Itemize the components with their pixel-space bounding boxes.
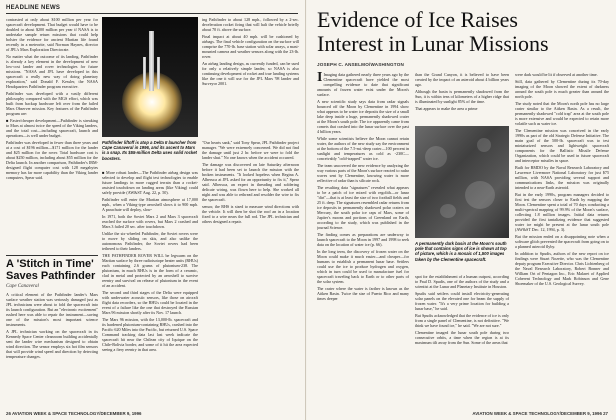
paragraph: The team uncovered the new evidence by analyzing the way various parts of the Moon's surface reacted to radar waves sent by Clementine, knowing water is more reflective of radar than is silicate rock. bbox=[317, 163, 409, 183]
paragraph: Pathfinder will enter the Martian atmosphere at 17,000 mph., when a Viking-type aeroshell slows it to 900 mph. A parachute will deploy, slow- bbox=[102, 197, 198, 212]
paragraph: "Our hearts sank," said Tony Spear, JPL Pathfinder project manager. "We were extremely concerned. We did not find the damage until just 2 hr. before we were to fold the lander shut." No one knows when the accident occurred. bbox=[202, 140, 299, 160]
paragraph: The finding comes as preparations are underway to launch spacecraft to the Moon in 1997 and 1998 to seek data on the location of water ice (p. 66). bbox=[317, 232, 409, 247]
paragraph: The second and third stages of the Delta were equipped with underwater acoustic sensors, like those on aircraft flight data recorders, so the RHUs could be located in the event of a failure like the one that destroyed the Russian Mars 96 mission shortly after its Nov. 17 launch. bbox=[102, 290, 198, 315]
paragraph: But in the early 1990s, program managers decided to first test the sensors closer to Earth by mapping the Moon. Clementine spent a total of 70 days conducting a multi-spectral mapping of 99.9% of the Moon's surface, collecting 1.8 million images. Initial data returns provided the first tantalizing evidence that suggested water ice might be present at the lunar south pole (AW&ST Dec. 12, 1994, p. 3). bbox=[515, 192, 609, 232]
section-rule bbox=[6, 255, 98, 256]
left-col2-mid bbox=[102, 170, 198, 400]
paragraph: The Mars 96 mission, with the 13,000-lb. spacecraft and its hardened plutonium-containing RHUs, crashed into the Pacific 620 Miles into the Pacific, but returned U.S. Space Command tracking data last last week indicate the spacecraft hit near the Chilean city of Iquique on the Chile-Bolivia border, and some of it hit the area expected seeing a fiery reentry in that area. bbox=[102, 317, 198, 352]
paragraph: But the mission ended on a disappointing note when a software glitch prevented the spacecraft from going on to a planned asteroid flyby. bbox=[515, 234, 609, 249]
crater bbox=[425, 146, 447, 168]
headline-line2: Interest in Lunar Missions bbox=[317, 31, 549, 56]
paragraph bbox=[317, 72, 409, 97]
paragraph: In addition to Spudis, authors of the new report on ice findings were Stuart Nozette, who was the Clementine deputy program Executive Director. Chris Lichtenberg of the Naval Research Laboratory, Robert Bonner and William Ort of Pentagon Inc., Eric Malaret of Applied Coherent Technology and Mark Robinson and Gene Shoemaker of the U.S. Geological Survey. bbox=[515, 251, 609, 286]
crater bbox=[440, 204, 456, 218]
section-headline-line2: Saves Pathfinder bbox=[6, 270, 96, 282]
paragraph: THE PATHFINDER ROVER WILL be legwarm on the Martian surface by three radioisotope heater units (RHUs) each containing 2.6 grams of plutonium-238. The plutonium, in much RHUs is in the form of a ceramic, clad in metal and protected by an aeroshell to survive reentry and survival on release of plutonium in the event of an accident. bbox=[102, 253, 198, 288]
paragraph: A new scientific study says data from radar signals bounced off the Moon by Clementine in 1994 show what appears to be water ice deposits the size of a small lake deep inside a huge, permanently shadowed crater at the Moon's south pole. The ice apparently came from comets that crashed into the lunar surface over the past 4 billion years. bbox=[317, 99, 409, 134]
paragraph: A JPL technician working on the spacecraft in its Kennedy Space Center cleanroom building accidentally sent the lander wire mechanism designed to obtain wind direction. The sensor employs six hot film sensors that will provide wind speed and direction by detecting temperature changes. bbox=[6, 329, 98, 359]
right-col2-top bbox=[415, 72, 509, 124]
article-headline bbox=[317, 8, 607, 56]
paragraph: Unlike the six-wheeled Pathfinder, the Soviet rovers were to move by sliding on skis, and also unlike the autonomous Pathfinder, the Soviet rovers had been tethered to their landers. bbox=[102, 231, 198, 251]
paragraph: than the Grand Canyon, it is believed to have been created by the impact of an asteroid about 4 billion years ago. bbox=[415, 72, 509, 87]
paragraph: spot for the establishment of a human outpost, according to Paul D. Spudis, one of the authors of the study and a scientist at the Lunar and Planetary Institute in Houston. bbox=[415, 274, 509, 289]
right-col3 bbox=[515, 72, 609, 404]
section-header-tab: HEADLINE NEWS bbox=[6, 5, 61, 11]
paragraph: Final impact at about 40 mph. will be cushioned by airbags. The final vehicle configuration on the surface will comprise the 770-lb. base station with solar arrays, a mast-mounted camera and weather sensors along with the 23-lb. rover. bbox=[202, 34, 299, 59]
paragraph: That appears to make the area a prime bbox=[415, 106, 478, 111]
paragraph: The study noted that the Moon's north pole has no large crater similar to the Aitken Basin. As a result, the permanently shadowed "cold trap" area at the south pole is more extensive and would be expected to retain more volatile such as water ice. bbox=[515, 101, 609, 126]
crater bbox=[477, 138, 491, 152]
paragraph: The damage was discovered on late Saturday afternoon before it had been set to launch the mission with the broken instruments. "It looked hopeless when Regina A. Alberuca at JPL asked for an opportunity to fix it," Spear said. Alberuca, an expert in threading and soldering delicate wiring, was flown here to help. She worked all night and was able to rethread and resolder the wire to fix the spacecraft. bbox=[202, 162, 299, 202]
article-byline: JOSEPH C. ANSELMO/WASHINGTON bbox=[317, 62, 405, 67]
left-col1-top bbox=[6, 17, 98, 252]
paragraph: The crater where the water is farther is known as the Aitken Basin. Twice the size of Puerto Rico and many times deeper bbox=[317, 286, 409, 301]
headline-line1: Evidence of Ice Raises bbox=[317, 7, 518, 32]
rocket-body bbox=[149, 31, 154, 91]
left-col1-bottom bbox=[6, 292, 98, 400]
paragraph: ing Pathfinder to about 128 mph., followed by a 2-sec. deceleration rocket firing that will halt the vehicle briefly about 70 ft. above the surface. bbox=[202, 17, 299, 32]
paragraph: Built for BMDO by the Naval Research Laboratory and Lawrence Livermore National Laboratory for just $75 million, with NASA providing several support and communications links, the mission was originally intended to a near-Earth asteroid. bbox=[515, 165, 609, 190]
paragraph: ■ More robust lander—The Pathfinder airbag design was selected to develop and flight test technologies to enable future landings in more rugged terrain than a rocket-assisted touchdown on landing areas (like Viking) could safely provide (AW&ST Aug. 22, p. 50). bbox=[102, 170, 198, 195]
paragraph: In the long term, the discovery of frozen water on the Moon could make it much easier—and cheaper—for humans to establish a permanent lunar base. Settlers could use the ice to produce hydrogen and oxygen, which in turn could be used to manufacture fuel for spacecraft traveling back to Earth or to other parts of the solar system. bbox=[317, 249, 409, 284]
paragraph: A critical element of the Pathfinder lander's Mars surface weather station was seriously damaged just as JPL technicians were about to fold the spacecraft into its launch configuration. But an "electronic excitement" rushed here was able to repair the instrument—saving one of the mission's most important science instruments. bbox=[6, 292, 98, 327]
paragraph: No matter what the outcome of its landing, Pathfinder is already a key element in the development of new low-cost lander and rover technologies for future missions. "NASA and JPL have developed in this spacecraft a really new way of doing planetary exploration," said Donald F. Kessler, the NASA Headquarters Pathfinder program executive. bbox=[6, 54, 98, 89]
paragraph: were dark would be lit if observed at another time. bbox=[515, 72, 598, 77]
paragraph: Pathfinder was developed in fewer than three years and at a cost of $196 million—$171 million for the lander and $25 million for the rover. Total hardware cost is about $250 million, including about $55 million for the Delta launch. In another comparison, Pathfinder's IBM-designed flight computer cost with 128 megabytes memory has far more capability than the Viking lander computers, Spear said. bbox=[6, 140, 98, 180]
right-page bbox=[307, 0, 616, 420]
right-col2-bottom bbox=[415, 274, 509, 404]
left-col3-top bbox=[202, 17, 299, 137]
lead-text: Imaging data gathered nearly three years ago by the Clementine spacecraft have yielded the most compelling evidence to date that significant amounts of frozen water exist under the Moon's surface. bbox=[317, 72, 409, 97]
pathfinder-launch-photo bbox=[102, 17, 198, 137]
paragraph: Pathfinder was developed with a vastly different philosophy compared with the MGS effort, which was built from backup hardware left over from the failed Mars Observer mission. Key features of the Pathfinder program are: bbox=[6, 91, 98, 116]
paragraph: contrasted at only about $100 million per year for spacecraft development. That budget would have to be doubled to about $200 million per year if NASA is to undertake sample return missions that could help bolster the evidence for ancient Martian life found recently in a meteorite, said Norman Haynes, director of JPL's Mars Exploration Directorate. bbox=[6, 17, 98, 52]
lunar-south-pole-image bbox=[415, 126, 509, 238]
paragraph: sensor, the RHS is sized to measure wind directions with the vehicle. It will then be shot the roof an in a location fixed to a wire nears the full rod. The JPL technician and others designed a repair. bbox=[202, 204, 299, 224]
drop-cap: I bbox=[317, 72, 323, 85]
header-rule bbox=[6, 13, 298, 14]
paragraph: An airbag landing design, as currently funded, can be used for only a relatively simple lander, so NASA is also continuing development of rocket and true landing systems like the one it will use for the JPL Mars '98 lander and Surveyor 2001. bbox=[202, 61, 299, 86]
left-page bbox=[0, 0, 306, 420]
paragraph: Still, data gathered by Clementine during its 70-day imaging of the Moon showed the extent of darkness around the south pole is much greater than around the north pole. bbox=[515, 79, 609, 99]
paragraph: While some scientists believe the Moon cannot retain water, the authors of the new study say the environment at the bottom of the 7.5-mi.-deep crater—100 percent in sunlight and temperatures as cold as -230C—conceivably "cold-trapped" water ice. bbox=[317, 136, 409, 161]
paragraph: ■ Faster/cheaper development—Pathfinder is streaking to Mars at almost twice the speed of the Viking landers, and the total cost—including spacecraft, launch and operations—is well under budget. bbox=[6, 118, 98, 138]
left-col3-bottom bbox=[202, 140, 299, 400]
paragraph: The resulting data "signatures" revealed what appears to be a patch of ice mixed with regolith—or lunar "dirt"—that is at least the size of two football fields and 25 ft. deep. The signatures resembled radar returns from ice deposits in permanently shadowed polar craters on Mercury, the south polar ice caps of Mars, some of Jupiter's moons and portions of Greenland on Earth, according to the study, which was published in the journal Science. bbox=[317, 185, 409, 230]
photo-caption: Pathfinder liftoff is atop a Delta II launcher from Cape Canaveral in 1996, and its ascent to Mars is a snap. Its $55-million Delta uses solid rocket boosters. bbox=[102, 140, 197, 161]
section-headline-line1: A 'Stitch in Time' bbox=[6, 258, 94, 270]
right-col1 bbox=[317, 72, 409, 404]
paragraph: Although the basin is permanently shadowed from the Sun, it is within tens of kilometers of a higher ridge that is illuminated by sunlight 85% of the time. bbox=[415, 89, 509, 104]
section-kicker: Cape Canaveral bbox=[6, 284, 39, 289]
paragraph: But Spudis acknowledged that the evidence of ice is only from a single panel of Clementine, is not definitive. "We think we have found ice," he said. "We are not sure." bbox=[415, 313, 509, 328]
crater bbox=[465, 181, 495, 209]
paragraph: Spudis said settlers could install electricity-generating solar panels on the elevated one for beam the supply of frozen water. "It's a very prime location for building a lunar base," he said. bbox=[415, 291, 509, 311]
paragraph: The Clementine mission was conceived in the early 1990s as part of the old Strategic Defense Initiative. The main goal of the 500-lb. spacecraft was to test miniaturized sensors and lightweight spacecraft components for the Ballistic Missile Defense Organization, which could be used in future spacecraft and interceptor missiles in space. bbox=[515, 128, 609, 163]
image-caption: A permanently dark basin at the Moon's south pole that contains signs of ice is shown at top of picture, which is a mosaic of 1,500 images taken by the Clementine spacecraft. bbox=[415, 241, 507, 262]
left-page-footer: 26 AVIATION WEEK & SPACE TECHNOLOGY/DECEMBER 9, 1996 bbox=[6, 411, 142, 416]
paragraph: Clementine imaged the lunar south pole during two consecutive orbits, a time when the region is at its maximum tilt away from the Sun. Some of the areas that bbox=[415, 330, 509, 345]
section-headline bbox=[6, 258, 98, 282]
rocket-booster bbox=[157, 57, 160, 89]
paragraph: In 1971, both the Soviet Mars 2 and Mars 3 spacecraft reached the surface with rovers, but Mars 2 crashed and Mars 3 failed 20 sec. after touchdown. bbox=[102, 214, 198, 229]
rocket-booster bbox=[143, 57, 146, 89]
right-page-footer: AVIATION WEEK & SPACE TECHNOLOGY/DECEMBER 9, 1996 27 bbox=[472, 411, 608, 416]
